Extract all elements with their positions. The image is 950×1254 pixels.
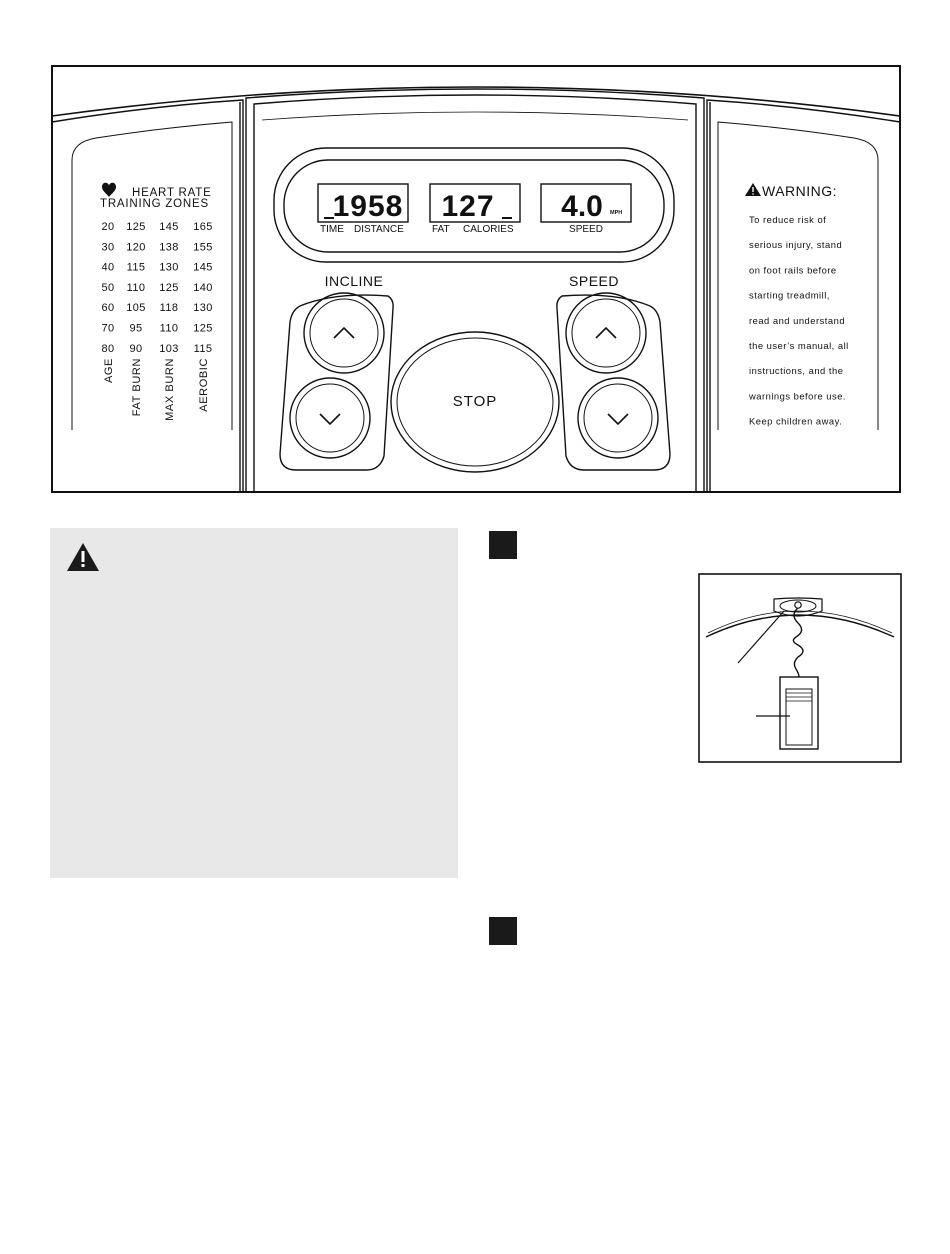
heart-rate-column-label: FAT BURN xyxy=(131,358,143,417)
heart-rate-cell: 130 xyxy=(159,261,179,274)
heart-rate-cell: 50 xyxy=(101,281,115,294)
heart-rate-cell: 165 xyxy=(193,221,213,233)
heart-rate-cell: 90 xyxy=(129,342,143,355)
console-warning-label xyxy=(745,183,849,427)
console-frame xyxy=(52,66,900,492)
speed-label: SPEED xyxy=(569,273,619,289)
heart-rate-column-label: MAX BURN xyxy=(164,358,176,421)
warning-text-line: the user’s manual, all xyxy=(749,340,849,351)
warning-text-line: instructions, and the xyxy=(749,365,844,377)
warning-text-lines xyxy=(748,214,849,427)
heart-rate-cell: 140 xyxy=(193,281,213,294)
lcd-distance-readout: 1958 xyxy=(332,190,404,223)
incline-down-button[interactable] xyxy=(290,378,370,458)
heart-rate-cell: 145 xyxy=(159,221,179,233)
heart-rate-cell: 138 xyxy=(159,241,179,254)
speed-up-button[interactable] xyxy=(566,293,646,373)
warning-triangle-icon xyxy=(66,542,100,572)
label-distance: DISTANCE xyxy=(354,224,404,235)
label-calories: CALORIES xyxy=(463,224,514,235)
heart-rate-cell: 80 xyxy=(101,342,115,355)
warning-text-line: warnings before use. xyxy=(749,390,847,402)
heart-rate-cell: 40 xyxy=(101,261,115,274)
heart-rate-cell: 70 xyxy=(101,322,115,335)
heart-rate-cell: 105 xyxy=(126,302,146,315)
heart-rate-cell: 125 xyxy=(159,281,179,294)
warning-text-line: To reduce risk of xyxy=(749,214,827,225)
heart-rate-cell: 155 xyxy=(193,241,213,254)
safety-key-figure xyxy=(698,573,902,763)
heart-rate-cell: 60 xyxy=(101,302,115,315)
step-marker-2 xyxy=(489,917,517,945)
incline-up-button[interactable] xyxy=(304,293,384,373)
heart-rate-cell: 125 xyxy=(126,221,146,233)
label-fat: FAT xyxy=(432,224,450,235)
warning-text-line: serious injury, stand xyxy=(749,239,843,251)
training-zones-title: TRAINING ZONES xyxy=(100,198,209,210)
speed-down-button[interactable] xyxy=(578,378,658,458)
lcd-calories-readout: 127 xyxy=(441,190,495,223)
warning-title: WARNING: xyxy=(762,183,838,199)
heart-rate-cell: 145 xyxy=(193,261,213,274)
heart-rate-cell: 118 xyxy=(159,302,179,315)
heart-rate-column-label: AGE xyxy=(103,358,115,384)
chevron-up-icon xyxy=(596,328,616,338)
warning-text-line: on foot rails before xyxy=(749,264,837,276)
heart-rate-cell: 95 xyxy=(129,322,143,335)
safety-key-clip xyxy=(780,677,818,749)
heart-rate-cell: 103 xyxy=(159,342,179,355)
step-marker-1 xyxy=(489,531,517,559)
chevron-down-icon xyxy=(320,414,340,424)
heart-rate-chart xyxy=(100,183,213,421)
warning-text-line: starting treadmill, xyxy=(749,289,830,301)
heart-rate-cell: 115 xyxy=(126,261,146,274)
lcd-speed-readout: 4.0 xyxy=(561,190,603,223)
label-time: TIME xyxy=(320,224,344,235)
treadmill-console-diagram xyxy=(0,0,950,520)
chevron-down-icon xyxy=(608,414,628,424)
heart-rate-cell: 30 xyxy=(101,241,115,254)
lcd-mph-unit: MPH xyxy=(610,210,623,216)
heart-rate-title: HEART RATE xyxy=(132,187,212,199)
heart-rate-cell: 110 xyxy=(126,281,146,294)
incline-label: INCLINE xyxy=(324,273,384,289)
heart-rate-cell: 120 xyxy=(126,241,146,254)
heart-rate-column-labels xyxy=(103,358,210,421)
stop-button[interactable] xyxy=(391,332,559,472)
heart-rate-rows xyxy=(101,221,212,355)
heart-rate-cell: 125 xyxy=(193,322,213,335)
label-speed-display: SPEED xyxy=(569,224,603,235)
heart-rate-cell: 20 xyxy=(101,221,115,233)
heart-icon xyxy=(102,183,116,197)
chevron-up-icon xyxy=(334,328,354,338)
warning-text-line: Keep children away. xyxy=(749,415,843,427)
left-side-panel xyxy=(52,100,243,492)
safety-warning-box xyxy=(50,528,458,878)
heart-rate-cell: 115 xyxy=(193,342,213,355)
heart-rate-column-label: AEROBIC xyxy=(198,358,210,412)
warning-text-line: read and understand xyxy=(749,314,846,326)
stop-label: STOP xyxy=(452,393,498,410)
heart-rate-cell: 110 xyxy=(159,322,179,335)
heart-rate-cell: 130 xyxy=(193,302,213,315)
